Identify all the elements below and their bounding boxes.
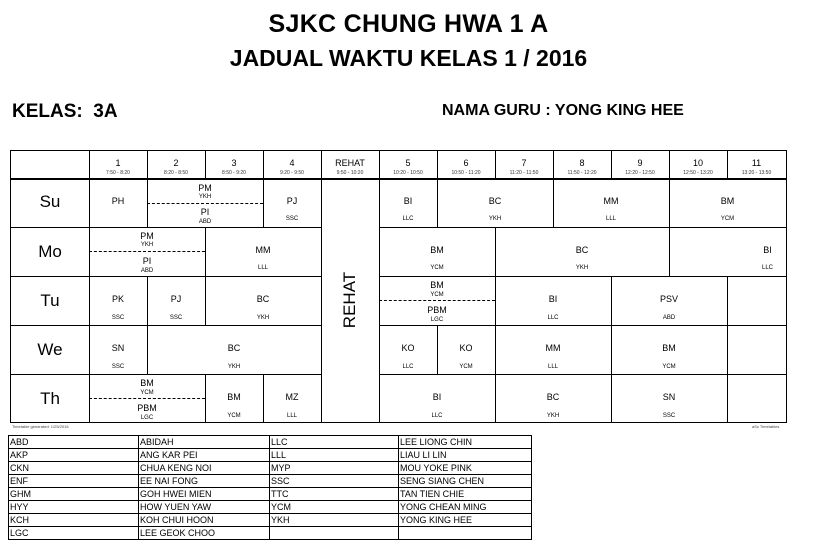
tu-p5-top-subject: BM	[430, 280, 444, 290]
key-teacher-name: MOU YOKE PINK	[399, 462, 532, 475]
th-p1-bottom-teacher: LGC	[140, 415, 154, 421]
key-row	[9, 527, 532, 540]
we-p1-teacher: SSC	[111, 364, 125, 370]
su-p2-top-subject: PM	[198, 183, 212, 193]
period-4-time: 9:20 - 9:50	[280, 170, 304, 176]
tu-p2-teacher: SSC	[169, 315, 183, 321]
key-code: LLL	[270, 449, 399, 462]
th-p3-teacher: YCM	[227, 413, 241, 419]
footer-generated: Timetable generated: 1/25/2016	[12, 424, 69, 429]
key-teacher-name: SENG SIANG CHEN	[399, 475, 532, 488]
we-p6-subject: KO	[459, 343, 473, 353]
period-rehat-time: 9:50 - 10:20	[336, 170, 364, 176]
key-row	[9, 449, 532, 462]
period-3-time: 8:50 - 9:20	[222, 170, 246, 176]
tu-p5-top-teacher: YCM	[430, 292, 444, 298]
school-title: SJKC CHUNG HWA 1 A	[268, 10, 549, 38]
th-p3-subject: BM	[227, 392, 241, 402]
key-code: CKN	[9, 462, 139, 475]
su-p2-bottom-subject: PI	[200, 207, 210, 217]
period-8-num: 8	[579, 158, 585, 168]
key-teacher-name: LEE GEOK CHOO	[139, 527, 270, 540]
class-info	[12, 101, 118, 123]
key-teacher-name: KOH CHUI HOON	[139, 514, 270, 527]
we-p7-teacher: LLL	[547, 364, 558, 370]
th-p1-top-teacher: YCM	[140, 390, 154, 396]
we-p6-teacher: YCM	[459, 364, 473, 370]
day-we: We	[37, 340, 63, 359]
we-p1-subject: SN	[111, 343, 125, 353]
key-row	[9, 462, 532, 475]
period-3-num: 3	[231, 158, 237, 168]
key-teacher-name: LIAU LI LIN	[399, 449, 532, 462]
th-p4-subject: MZ	[285, 392, 299, 402]
period-2-num: 2	[173, 158, 179, 168]
mo-p1-bottom-subject: PI	[142, 256, 152, 266]
mo-p7-subject: BC	[575, 245, 589, 255]
th-p9-teacher: SSC	[662, 413, 676, 419]
key-code	[270, 527, 399, 540]
mo-p3-subject: MM	[255, 245, 271, 255]
tu-p3-subject: BC	[256, 294, 270, 304]
teacher-info	[442, 102, 684, 120]
th-p4-teacher: LLL	[286, 413, 297, 419]
key-row	[9, 501, 532, 514]
mo-p11-subject: BI	[763, 245, 772, 255]
tu-p7-teacher: LLC	[547, 315, 559, 321]
th-p1-bottom-subject: PBM	[137, 403, 157, 413]
key-code: LGC	[9, 527, 139, 540]
we-p9-subject: BM	[662, 343, 676, 353]
su-p5-teacher: LLC	[402, 216, 414, 222]
mo-p5-subject: BM	[430, 245, 444, 255]
period-1-num: 1	[115, 158, 121, 168]
su-p4-teacher: SSC	[285, 216, 299, 222]
tu-p9-subject: PSV	[659, 294, 678, 304]
mo-p5-teacher: YCM	[430, 265, 444, 271]
tu-p7-subject: BI	[548, 294, 558, 304]
day-su: Su	[39, 192, 61, 211]
period-4-num: 4	[289, 158, 295, 168]
mo-p1-bottom-teacher: ABD	[140, 268, 154, 274]
key-teacher-name: LEE LIONG CHIN	[399, 436, 532, 449]
period-5-time: 10:20 - 10:50	[393, 170, 423, 176]
tu-p3-teacher: YKH	[256, 315, 270, 321]
key-teacher-name: TAN TIEN CHIE	[399, 488, 532, 501]
key-code: YCM	[270, 501, 399, 514]
su-p6-subject: BC	[488, 196, 502, 206]
su-p4-subject: PJ	[286, 196, 298, 206]
tu-p1-subject: PK	[111, 294, 124, 304]
teacher-key-table	[8, 435, 532, 540]
we-p5-teacher: LLC	[402, 364, 414, 370]
teacher-value: YONG KING HEE	[554, 102, 684, 119]
th-p5-subject: BI	[432, 392, 442, 402]
key-row	[9, 514, 532, 527]
key-code: ABD	[9, 436, 139, 449]
su-p10-teacher: YCM	[720, 216, 735, 222]
tu-p2-subject: PJ	[170, 294, 182, 304]
class-label: KELAS:	[12, 101, 83, 122]
su-p2-top-teacher: YKH	[198, 194, 212, 200]
we-p9-teacher: YCM	[662, 364, 676, 370]
key-teacher-name: HOW YUEN YAW	[139, 501, 270, 514]
key-teacher-name: GOH HWEI MIEN	[139, 488, 270, 501]
class-value: 3A	[93, 101, 118, 122]
th-p7-teacher: YKH	[546, 413, 560, 419]
key-code: YKH	[270, 514, 399, 527]
th-p9-subject: SN	[662, 392, 676, 402]
key-teacher-name	[399, 527, 532, 540]
su-p1-subject: PH	[111, 196, 125, 206]
day-th: Th	[40, 389, 60, 408]
footer-software: aSc Timetables	[752, 424, 780, 429]
mo-p11-teacher: LLC	[761, 265, 773, 271]
tu-p5-bottom-teacher: LGC	[430, 317, 444, 323]
we-p5-subject: KO	[401, 343, 415, 353]
key-code: AKP	[9, 449, 139, 462]
key-code: HYY	[9, 501, 139, 514]
timetable-grid	[10, 150, 787, 423]
key-teacher-name: ANG KAR PEI	[139, 449, 270, 462]
mo-p1-top-subject: PM	[140, 231, 154, 241]
day-tu: Tu	[40, 291, 60, 310]
period-2-time: 8:20 - 8:50	[164, 170, 188, 176]
tu-p1-teacher: SSC	[111, 315, 125, 321]
mo-p7-teacher: YKH	[575, 265, 589, 271]
key-code: LLC	[270, 436, 399, 449]
su-p10-subject: BM	[720, 196, 735, 206]
period-6-num: 6	[463, 158, 469, 168]
mo-p1-top-teacher: YKH	[140, 242, 154, 248]
period-1-time: 7:50 - 8:20	[106, 170, 130, 176]
key-row	[9, 475, 532, 488]
period-11-num: 11	[751, 158, 762, 168]
period-rehat-num: REHAT	[335, 158, 365, 168]
key-code: GHM	[9, 488, 139, 501]
key-code: KCH	[9, 514, 139, 527]
key-row	[9, 488, 532, 501]
period-7-time: 11:20 - 11:50	[509, 170, 539, 176]
su-p8-subject: MM	[603, 196, 619, 206]
key-code: TTC	[270, 488, 399, 501]
key-teacher-name: EE NAI FONG	[139, 475, 270, 488]
day-mo: Mo	[38, 242, 62, 261]
th-p1-top-subject: BM	[140, 378, 154, 388]
key-teacher-name: CHUA KENG NOI	[139, 462, 270, 475]
mo-p3-teacher: LLL	[257, 265, 268, 271]
period-9-num: 9	[637, 158, 643, 168]
th-p5-teacher: LLC	[431, 413, 443, 419]
we-p2-subject: BC	[227, 343, 241, 353]
key-row	[9, 436, 532, 449]
key-teacher-name: ABIDAH	[139, 436, 270, 449]
su-p6-teacher: YKH	[488, 216, 502, 222]
tu-p5-bottom-subject: PBM	[427, 305, 447, 315]
rehat-label: REHAT	[340, 271, 359, 329]
key-code: MYP	[270, 462, 399, 475]
period-5-num: 5	[405, 158, 411, 168]
period-10-time: 12:50 - 13:20	[683, 170, 713, 176]
key-code: ENF	[9, 475, 139, 488]
key-code: SSC	[270, 475, 399, 488]
su-p2-bottom-teacher: ABD	[198, 219, 212, 225]
we-p2-teacher: YKH	[227, 364, 241, 370]
teacher-label: NAMA GURU :	[442, 102, 551, 119]
key-teacher-name: YONG KING HEE	[399, 514, 532, 527]
we-p7-subject: MM	[545, 343, 561, 353]
period-7-num: 7	[521, 158, 527, 168]
period-11-time: 13:20 - 13:50	[741, 170, 772, 176]
key-teacher-name: YONG CHEAN MING	[399, 501, 532, 514]
period-6-time: 10:50 - 11:20	[451, 170, 481, 176]
th-p7-subject: BC	[546, 392, 560, 402]
timetable-subtitle: JADUAL WAKTU KELAS 1 / 2016	[229, 45, 588, 71]
period-9-time: 12:20 - 12:50	[625, 170, 655, 176]
period-10-num: 10	[692, 158, 703, 168]
su-p5-subject: BI	[403, 196, 413, 206]
su-p8-teacher: LLL	[605, 216, 616, 222]
period-8-time: 11:50 - 12:20	[567, 170, 597, 176]
tu-p9-teacher: ABD	[662, 315, 676, 321]
